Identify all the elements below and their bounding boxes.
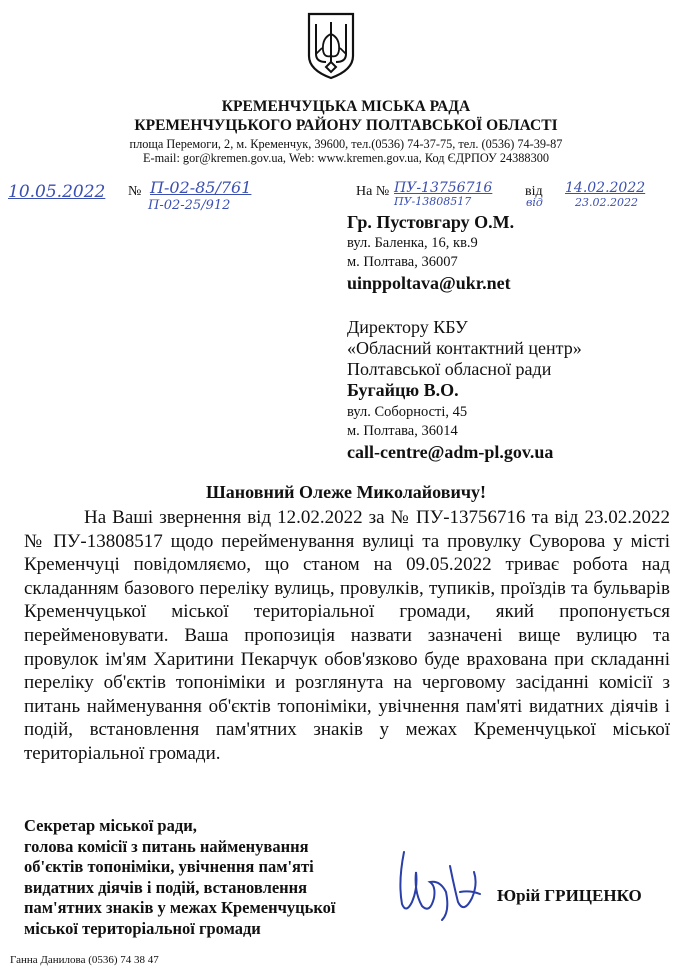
outgoing-number-2: П-02-25/912 (148, 198, 231, 213)
signer-name: Юрій ГРИЦЕНКО (497, 886, 642, 905)
reference-from-short: від (526, 196, 543, 209)
signature-line: голова комісії з питань найменування (24, 836, 309, 856)
signature-line: видатних діячів і подій, встановлення (24, 877, 308, 897)
handwritten-signature (390, 842, 490, 924)
org-address: площа Перемоги, 2, м. Кременчук, 39600, тел.(0536) 74-37-75, тел. (0536) 74-39-87 (129, 137, 563, 151)
recipient1-city: м. Полтава, 36007 (347, 254, 458, 270)
salutation: Шановний Олеже Миколайовичу! (206, 482, 486, 502)
reference-number-label: На № (356, 184, 390, 199)
recipient1-email: uinppoltava@ukr.net (347, 273, 511, 293)
reference-number-1: ПУ-13756716 (394, 180, 493, 196)
signature-line: пам'ятних знаків у межах Кременчуцької (24, 898, 336, 918)
outgoing-number-label: № (128, 184, 142, 199)
recipient2-email: call-centre@adm-pl.gov.ua (347, 442, 554, 462)
reference-date-2: 23.02.2022 (575, 196, 638, 209)
letter-date: 10.05.2022 (8, 182, 106, 202)
recipient2-organization: «Обласний контактний центр» (347, 338, 582, 358)
reference-date-1: 14.02.2022 (565, 180, 646, 196)
recipient1-name: Гр. Пустовгару О.М. (347, 212, 515, 232)
outgoing-number-1: П-02-85/761 (150, 178, 252, 197)
recipient2-position: Директору КБУ (347, 317, 468, 337)
recipient2-name: Бугайцю В.О. (347, 380, 459, 400)
org-name-line1: КРЕМЕНЧУЦЬКА МІСЬКА РАДА (221, 98, 471, 115)
org-name-line2: КРЕМЕНЧУЦЬКОГО РАЙОНУ ПОЛТАВСЬКОЇ ОБЛАСТІ (134, 117, 558, 134)
reference-from-label: від (525, 184, 543, 199)
signature-line: Секретар міської ради, (24, 816, 197, 835)
recipient2-street: вул. Соборності, 45 (347, 404, 468, 420)
signature-line: міської територіальної громади (24, 918, 261, 938)
org-contacts: E-mail: gor@kremen.gov.ua, Web: www.kremen.gov.ua, Код ЄДРПОУ 24388300 (142, 151, 550, 165)
signature-line: об'єктів топоніміки, увічнення пам'яті (24, 857, 314, 877)
coat-of-arms-emblem (306, 12, 356, 80)
reference-number-2: ПУ-13808517 (394, 195, 472, 208)
recipient1-street: вул. Баленка, 16, кв.9 (347, 235, 478, 251)
letter-body: На Ваші звернення від 12.02.2022 за № ПУ-13756716 та від 23.02.2022 № ПУ-13808517 щодо перейменування вулиці та провулку Суворова у місті Кременчуці повідомляємо, що станом на 09.05.2022 триває робота над складанням базового переліку вулиць, провулків, тупиків, проїздів та бульварів Кременчуцької міської територіальної громади, який пропонується перейменовувати. Ваша пропозиція назвати зазначені вище вулицю та провулок ім'ям Харитини Пекарчук обов'язково буде врахована при складанні переліку об'єктів топоніміки и розглянута на черговому засіданні комісії з питань найменування об'єктів топоніміки, увічнення пам'яті видатних діячів і подій, встановлення пам'ятних знаків у межах Кременчуцької міської територіальної громади. (24, 507, 670, 764)
executor-contact: Ганна Данилова (0536) 74 38 47 (10, 954, 159, 966)
recipient2-city: м. Полтава, 36014 (347, 423, 458, 439)
recipient2-council: Полтавської обласної ради (347, 359, 552, 379)
signature-position-block (24, 816, 336, 940)
